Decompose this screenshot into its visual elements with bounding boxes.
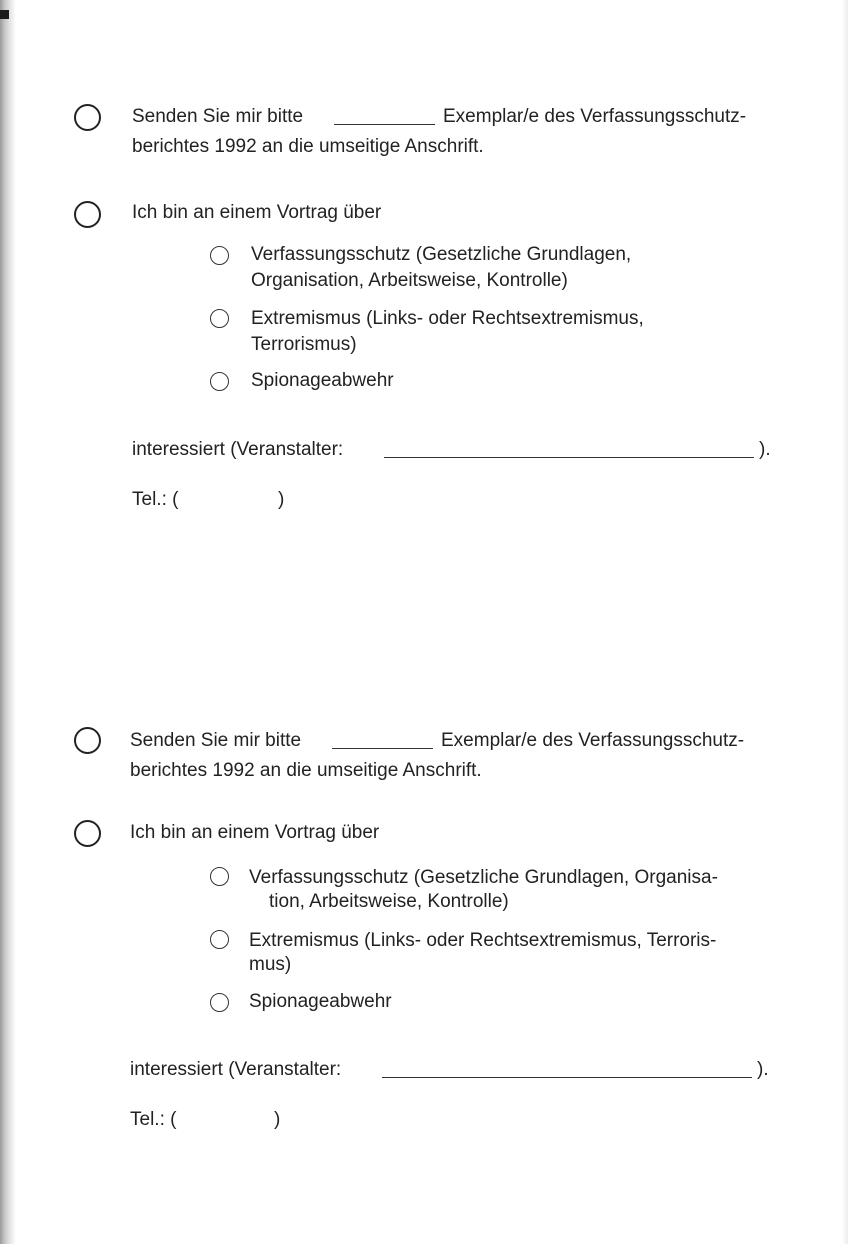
topic-verfassungsschutz-line1: Verfassungsschutz (Gesetzliche Grundlagen, [251,244,632,265]
send-report-text-line2: berichtes 1992 an die umseitige Anschrift. [132,136,484,157]
copies-count-blank[interactable] [332,748,433,749]
phone-close-paren: ) [274,1109,281,1130]
page-binding-edge [0,0,16,1244]
lecture-interest-text: Ich bin an einem Vortrag über [130,822,380,843]
lecture-interest-radio[interactable] [74,820,101,847]
phone-label: Tel.: ( [132,489,179,510]
topic-extremismus-radio[interactable] [210,309,229,328]
topic-spionageabwehr-radio[interactable] [210,372,229,391]
topic-spionageabwehr-label: Spionageabwehr [249,991,392,1012]
topic-extremismus-line1: Extremismus (Links- oder Rechtsextremismus, [251,308,644,329]
send-report-text-before: Senden Sie mir bitte [132,106,304,127]
lecture-interest-radio[interactable] [74,201,101,228]
organizer-close: ). [759,439,771,460]
topic-extremismus-line1: Extremismus (Links- oder Rechtsextremismus, Terroris- [249,930,717,951]
binding-mark [0,10,9,19]
topic-extremismus-line2: Terrorismus) [251,334,357,355]
topic-verfassungsschutz-line1: Verfassungsschutz (Gesetzliche Grundlagen, Organisa- [249,867,718,888]
topic-extremismus-radio[interactable] [210,930,229,949]
page-right-edge [842,0,848,1244]
send-report-text-before: Senden Sie mir bitte [130,730,302,751]
organizer-input-line[interactable] [382,1077,752,1078]
send-report-radio[interactable] [74,104,101,131]
organizer-label: interessiert (Veranstalter: [132,439,344,460]
send-report-text-line2: berichtes 1992 an die umseitige Anschrift. [130,760,482,781]
copies-count-blank[interactable] [334,124,435,125]
send-report-text-after: Exemplar/e des Verfassungsschutz- [443,106,747,127]
topic-verfassungsschutz-radio[interactable] [210,246,229,265]
lecture-interest-text: Ich bin an einem Vortrag über [132,202,382,223]
topic-verfassungsschutz-line2: Organisation, Arbeitsweise, Kontrolle) [251,270,568,291]
organizer-close: ). [757,1059,769,1080]
topic-spionageabwehr-label: Spionageabwehr [251,370,394,391]
phone-label: Tel.: ( [130,1109,177,1130]
topic-verfassungsschutz-line2: tion, Arbeitsweise, Kontrolle) [269,891,509,912]
organizer-label: interessiert (Veranstalter: [130,1059,342,1080]
phone-close-paren: ) [278,489,285,510]
send-report-radio[interactable] [74,727,101,754]
organizer-input-line[interactable] [384,457,754,458]
topic-verfassungsschutz-radio[interactable] [210,867,229,886]
topic-spionageabwehr-radio[interactable] [210,993,229,1012]
topic-extremismus-line2: mus) [249,954,292,975]
send-report-text-after: Exemplar/e des Verfassungsschutz- [441,730,745,751]
